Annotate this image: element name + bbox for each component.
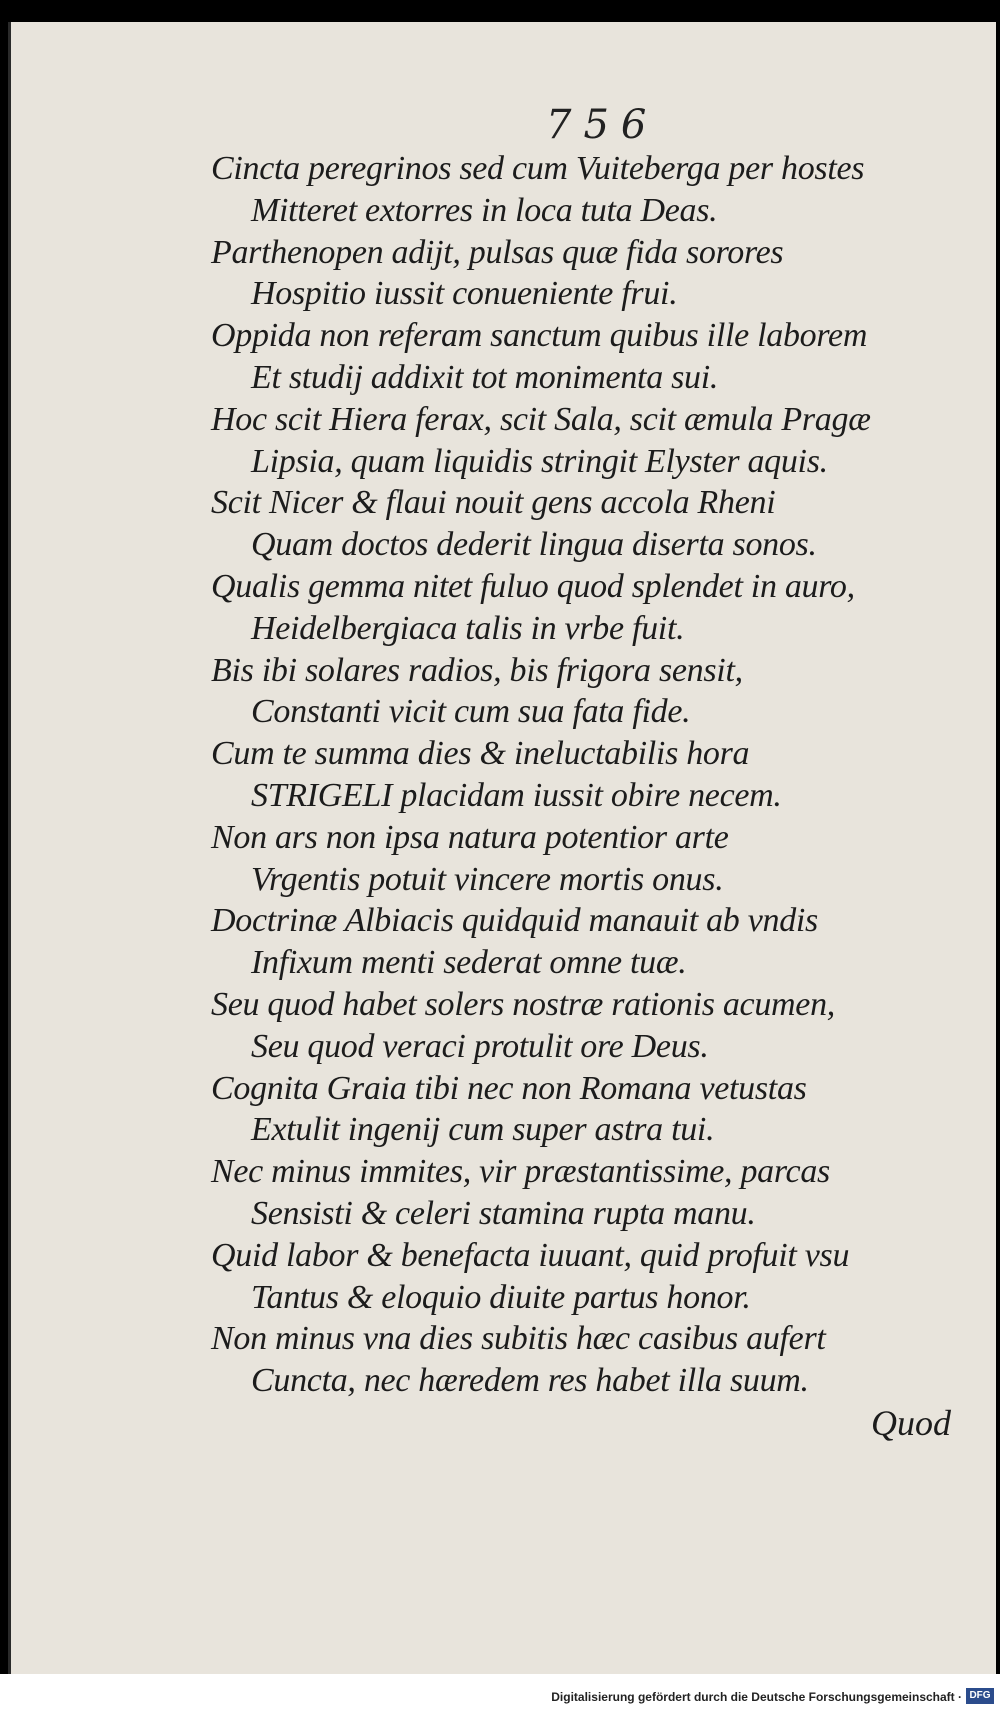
poem-line: Parthenopen adijt, pulsas quæ fida sorores (211, 234, 784, 271)
poem-line: Seu quod veraci protulit ore Deus. (251, 1028, 709, 1065)
poem-line: Sensisti & celeri stamina rupta manu. (251, 1195, 756, 1232)
poem-line: Cognita Graia tibi nec non Romana vetustas (211, 1070, 807, 1107)
poem-line: STRIGELI placidam iussit obire necem. (251, 777, 782, 814)
poem-line: Hoc scit Hiera ferax, scit Sala, scit æmula Pragæ (211, 401, 871, 438)
poem-line: Doctrinæ Albiacis quidquid manauit ab vndis (211, 902, 818, 939)
poem-line: Quam doctos dederit lingua diserta sonos. (251, 526, 817, 563)
poem-line: Non ars non ipsa natura potentior arte (211, 819, 729, 856)
poem-line: Mitteret extorres in loca tuta Deas. (251, 192, 718, 229)
poem-line: Cum te summa dies & ineluctabilis hora (211, 735, 750, 772)
dfg-logo: DFG (966, 1688, 994, 1704)
book-page (8, 22, 996, 1674)
poem-line: Heidelbergiaca talis in vrbe fuit. (251, 610, 685, 647)
poem-line: Cincta peregrinos sed cum Vuiteberga per hostes (211, 150, 865, 187)
poem-line: Non minus vna dies subitis hæc casibus aufert (211, 1320, 826, 1357)
poem-line: Et studij addixit tot monimenta sui. (251, 359, 719, 396)
poem-line: Cuncta, nec hæredem res habet illa suum. (251, 1362, 809, 1399)
poem-line: Extulit ingenij cum super astra tui. (251, 1111, 715, 1148)
poem-text (11, 22, 996, 1674)
poem-line: Infixum menti sederat omne tuæ. (251, 944, 687, 981)
poem-line: Scit Nicer & flaui nouit gens accola Rheni (211, 484, 776, 521)
poem-line: Vrgentis potuit vincere mortis onus. (251, 861, 724, 898)
poem-line: Lipsia, quam liquidis stringit Elyster aquis. (251, 443, 828, 480)
footer-bar (0, 1674, 1000, 1715)
poem-line: Nec minus immites, vir præstantissime, parcas (211, 1153, 830, 1190)
page-number: 756 (546, 102, 659, 148)
poem-line: Bis ibi solares radios, bis frigora sensit, (211, 652, 743, 689)
funding-credit: Digitalisierung gefördert durch die Deutsche Forschungsgemeinschaft · (551, 1690, 962, 1704)
poem-line: Tantus & eloquio diuite partus honor. (251, 1279, 751, 1316)
poem-line: Seu quod habet solers nostræ rationis acumen, (211, 986, 835, 1023)
catchword: Quod (871, 1403, 951, 1443)
poem-line: Quid labor & benefacta iuuant, quid profuit vsu (211, 1237, 850, 1274)
poem-line: Oppida non referam sanctum quibus ille laborem (211, 317, 868, 354)
poem-line: Hospitio iussit conueniente frui. (251, 275, 678, 312)
poem-line: Qualis gemma nitet fuluo quod splendet in auro, (211, 568, 855, 605)
poem-line: Constanti vicit cum sua fata fide. (251, 693, 691, 730)
